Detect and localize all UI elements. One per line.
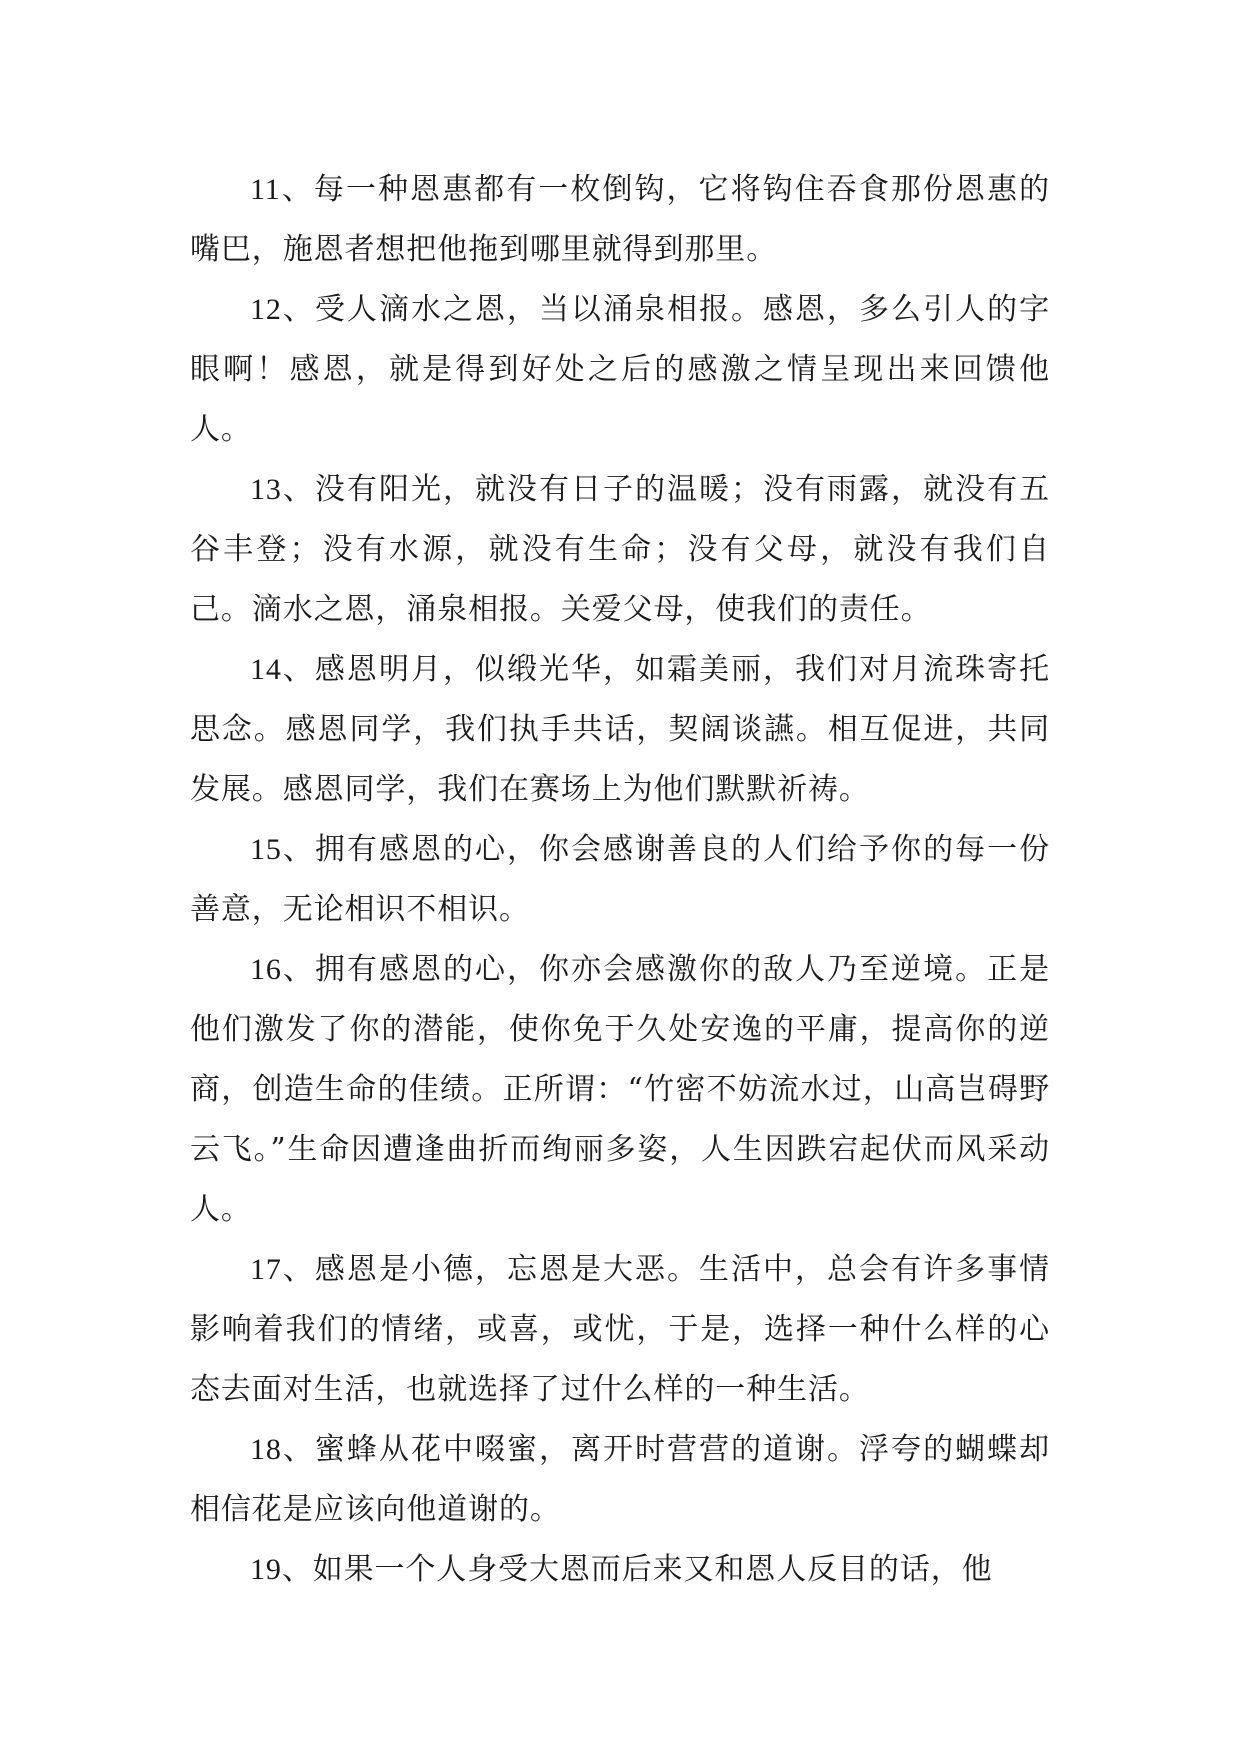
paragraph-text: 、拥有感恩的心，你亦会感激你的敌人乃至逆境。正是他们激发了你的潜能，使你免于久处安逸的平庸，提高你的逆商，创造生命的佳绩。正所谓：“竹密不妨流水过，山高岂碍野云飞。”生命因遭逢曲折而绚丽多姿，人生因跌宕起伏而风采动人。 — [190, 952, 1050, 1227]
paragraph-17 — [190, 1240, 1050, 1420]
paragraph-text: 、如果一个人身受大恩而后来又和恩人反目的话，他 — [281, 1552, 993, 1587]
paragraph-14 — [190, 640, 1050, 820]
paragraph-number: 19 — [250, 1553, 282, 1586]
paragraph-12 — [190, 280, 1050, 460]
paragraph-text: 、蜜蜂从花中啜蜜，离开时营营的道谢。浮夸的蝴蝶却相信花是应该向他道谢的。 — [190, 1432, 1050, 1527]
paragraph-18 — [190, 1420, 1050, 1540]
paragraph-number: 12 — [250, 293, 282, 326]
paragraph-15 — [190, 820, 1050, 940]
paragraph-number: 15 — [250, 833, 282, 866]
paragraph-text: 、没有阳光，就没有日子的温暖；没有雨露，就没有五谷丰登；没有水源，就没有生命；没有父母，就没有我们自己。滴水之恩，涌泉相报。关爱父母，使我们的责任。 — [190, 472, 1050, 627]
paragraph-text: 、每一种恩惠都有一枚倒钩，它将钩住吞食那份恩惠的嘴巴，施恩者想把他拖到哪里就得到那里。 — [190, 172, 1050, 267]
paragraph-number: 16 — [250, 953, 282, 986]
paragraph-number: 14 — [250, 653, 282, 686]
paragraph-number: 17 — [250, 1253, 282, 1286]
paragraph-text: 、感恩是小德，忘恩是大恶。生活中，总会有许多事情影响着我们的情绪，或喜，或忧，于是，选择一种什么样的心态去面对生活，也就选择了过什么样的一种生活。 — [190, 1252, 1050, 1407]
paragraph-number: 13 — [250, 473, 282, 506]
paragraph-11 — [190, 160, 1050, 280]
paragraph-text: 、感恩明月，似缎光华，如霜美丽，我们对月流珠寄托思念。感恩同学，我们执手共话，契阔谈讌。相互促进，共同发展。感恩同学，我们在赛场上为他们默默祈祷。 — [190, 652, 1050, 807]
paragraph-13 — [190, 460, 1050, 640]
paragraph-16 — [190, 940, 1050, 1240]
paragraph-text: 、拥有感恩的心，你会感谢善良的人们给予你的每一份善意，无论相识不相识。 — [190, 832, 1050, 927]
paragraph-number: 18 — [250, 1433, 282, 1466]
paragraph-text: 、受人滴水之恩，当以涌泉相报。感恩，多么引人的字眼啊！感恩，就是得到好处之后的感激之情呈现出来回馈他人。 — [190, 292, 1050, 447]
paragraph-19 — [190, 1540, 1050, 1600]
document-body — [190, 160, 1050, 1600]
paragraph-number: 11 — [250, 173, 281, 206]
